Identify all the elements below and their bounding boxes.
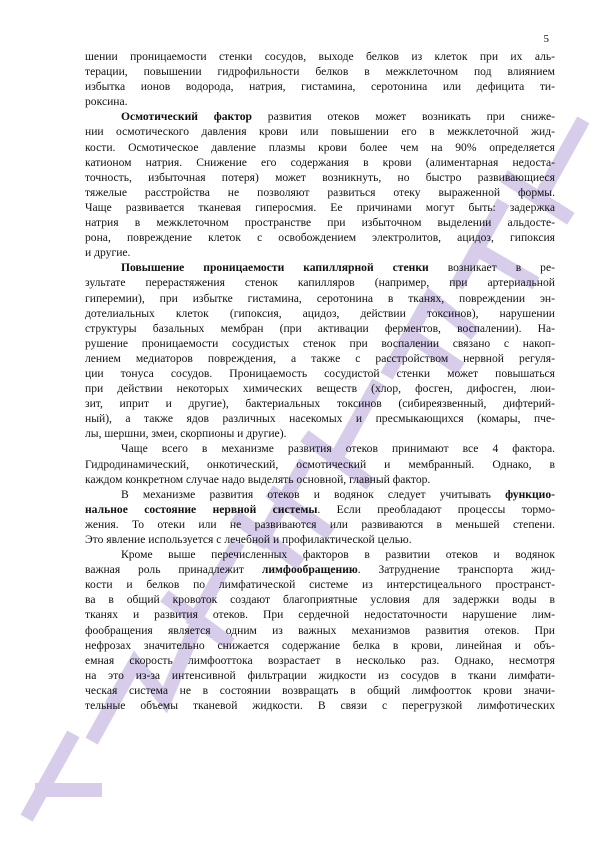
text-line <box>85 321 555 336</box>
text-run: точность, избыточная потеря) может возникнуть, но быстро развивающиеся <box>85 170 555 184</box>
text-line <box>85 170 555 185</box>
page-number: 5 <box>543 33 549 45</box>
text-line <box>85 215 555 230</box>
text-run: Это явление используется с лечебной и профилактической целью. <box>85 533 412 546</box>
text-line <box>85 306 555 321</box>
text-line <box>85 230 555 245</box>
text-run: рушение проницаемости сосудистых стенок при воспалении связано с накоп- <box>85 336 555 350</box>
text-run: натрия в межклеточном пространстве при избыточном выделении альдосте- <box>85 216 555 230</box>
text-run: нии осмотического давления крови или повышении его в межклеточной жид- <box>85 125 555 139</box>
text-run: избытка ионов водорода, натрия, гистамина, серотонина или дефицита ти- <box>85 80 555 94</box>
text-line <box>85 472 555 487</box>
text-run: кости. Осмотическое давление плазмы крови более чем на 90% определяется <box>85 140 555 154</box>
text-line <box>85 366 555 381</box>
text-run: фообращения является одним из важных механизмов развития отеков. При <box>85 623 555 637</box>
text-run: емная скорость лимфооттока возрастает в несколько раз. Однако, несмотря <box>85 653 555 667</box>
body-text <box>85 49 555 713</box>
text-run: зит, иприт и другие), бактериальных токсинов (сибиреязвенный, дифтерий- <box>85 397 555 411</box>
bold-term: Повышение проницаемости капиллярной стенки <box>121 261 429 275</box>
bold-term: нальное состояние нервной системы <box>85 502 318 516</box>
text-line <box>85 577 555 592</box>
text-run: . Затруднение транспорта жид- <box>357 563 555 577</box>
text-line <box>85 185 555 200</box>
text-run: . Если преобладают процессы тормо- <box>317 502 555 516</box>
text-line <box>85 124 555 139</box>
text-line <box>85 275 555 290</box>
text-line <box>85 457 555 472</box>
text-run: зультате перерастяжения стенок капилляров (например, при артериальной <box>85 276 555 290</box>
text-line <box>85 517 555 532</box>
text-line <box>85 79 555 94</box>
text-run: роксина. <box>85 95 128 109</box>
text-run: важная роль принадлежит <box>85 563 262 577</box>
text-run: терации, повышении гидрофильности белков в межклеточном под влиянием <box>85 65 555 79</box>
text-run: жения. То отеки или не развиваются или развиваются в меньшей степени. <box>85 517 555 531</box>
text-line <box>85 532 555 547</box>
text-line <box>85 547 555 562</box>
text-line <box>85 109 555 124</box>
text-line <box>85 653 555 668</box>
text-line <box>85 592 555 607</box>
text-run: дотелиальных клеток (гипоксия, ацидоз, действии токсинов), нарушении <box>85 306 555 320</box>
text-run: Чаще всего в механизме развития отеков принимают все 4 фактора. <box>121 442 555 456</box>
text-run: Чаще развивается тканевая гиперосмия. Ее причинами могут быть: задержка <box>85 200 555 214</box>
text-line <box>85 411 555 426</box>
text-run: катионом натрия. Снижение его содержания в крови (алиментарная недоста- <box>85 155 555 169</box>
text-line <box>85 64 555 79</box>
text-run: тканях и развития отеков. При сердечной недостаточности нарушение лим- <box>85 608 555 622</box>
text-run: структуры базальных мембран (при активации ферментов, воспалении). На- <box>85 321 555 335</box>
text-line <box>85 140 555 155</box>
text-line <box>85 698 555 713</box>
text-line <box>85 260 555 275</box>
text-run: Кроме выше перечисленных факторов в развитии отеков и водянок <box>121 548 555 562</box>
bold-term: Осмотический фактор <box>121 110 252 124</box>
text-line <box>85 200 555 215</box>
text-line <box>85 607 555 622</box>
text-run: лы, шершни, змеи, скорпионы и другие). <box>85 427 287 441</box>
text-line <box>85 426 555 441</box>
text-run: кости и белков по лимфатической системе из интерстицеального пространст- <box>85 578 555 592</box>
text-run: Гидродинамический, онкотический, осмотический и мембранный. Однако, в <box>85 457 555 471</box>
text-line <box>85 638 555 653</box>
text-run: возникает в ре- <box>428 261 555 275</box>
text-line <box>85 155 555 170</box>
text-line <box>85 381 555 396</box>
text-run: ческая система не в состоянии возвращать в общий лимфоотток крови значи- <box>85 683 555 697</box>
text-run: ва в общий кровоток создают благоприятные условия для задержки воды в <box>85 593 555 607</box>
text-line <box>85 502 555 517</box>
text-line <box>85 291 555 306</box>
text-line <box>85 396 555 411</box>
text-line <box>85 351 555 366</box>
bold-term: лимфообращению <box>261 563 358 577</box>
text-run: ный), а также ядов различных насекомых и пресмыкающихся (комары, пче- <box>85 412 555 426</box>
text-run: гиперемии), при избытке гистамина, серотонина в тканях, повреждении эн- <box>85 291 555 305</box>
text-run: лением медиаторов повреждения, а также с расстройством нервной регуля- <box>85 351 555 365</box>
text-line <box>85 683 555 698</box>
text-run: каждом конкретном случае надо выделять основной, главный фактор. <box>85 472 431 486</box>
text-run: при действии некоторых химических веществ (хлор, фосген, дифосген, люи- <box>85 382 555 396</box>
text-line <box>85 668 555 683</box>
watermark-glyph <box>30 740 95 812</box>
text-run: ции тонуса сосудов. Проницаемость сосудистой стенки может повышаться <box>85 366 555 380</box>
text-run: на это из-за интенсивной фильтрации жидкости из сосудов в ткани лимфати- <box>85 668 555 682</box>
text-run: тяжелые расстройства не позволяют развиться отеку выраженной формы. <box>85 185 555 199</box>
text-run: нефрозах значительно снижается содержание белка в крови, линейная и объ- <box>85 638 555 652</box>
text-line <box>85 562 555 577</box>
text-run: развития отеков может возникать при сниже- <box>252 110 555 124</box>
bold-term: функцио- <box>505 487 555 501</box>
text-run: и другие. <box>85 246 131 260</box>
text-line <box>85 336 555 351</box>
text-line <box>85 94 555 109</box>
text-run: тельные объемы тканевой жидкости. В связи с перегрузкой лимфотических <box>85 699 555 713</box>
text-line <box>85 245 555 260</box>
text-run: В механизме развития отеков и водянок следует учитывать <box>121 487 506 501</box>
text-line <box>85 441 555 456</box>
text-run: рона, повреждение клеток с освобождением электролитов, ацидоз, гипоксия <box>85 231 555 245</box>
text-line <box>85 487 555 502</box>
text-run: шении проницаемости стенки сосудов, выходе белков из клеток при их аль- <box>85 50 555 63</box>
text-line <box>85 49 555 64</box>
text-line <box>85 623 555 638</box>
